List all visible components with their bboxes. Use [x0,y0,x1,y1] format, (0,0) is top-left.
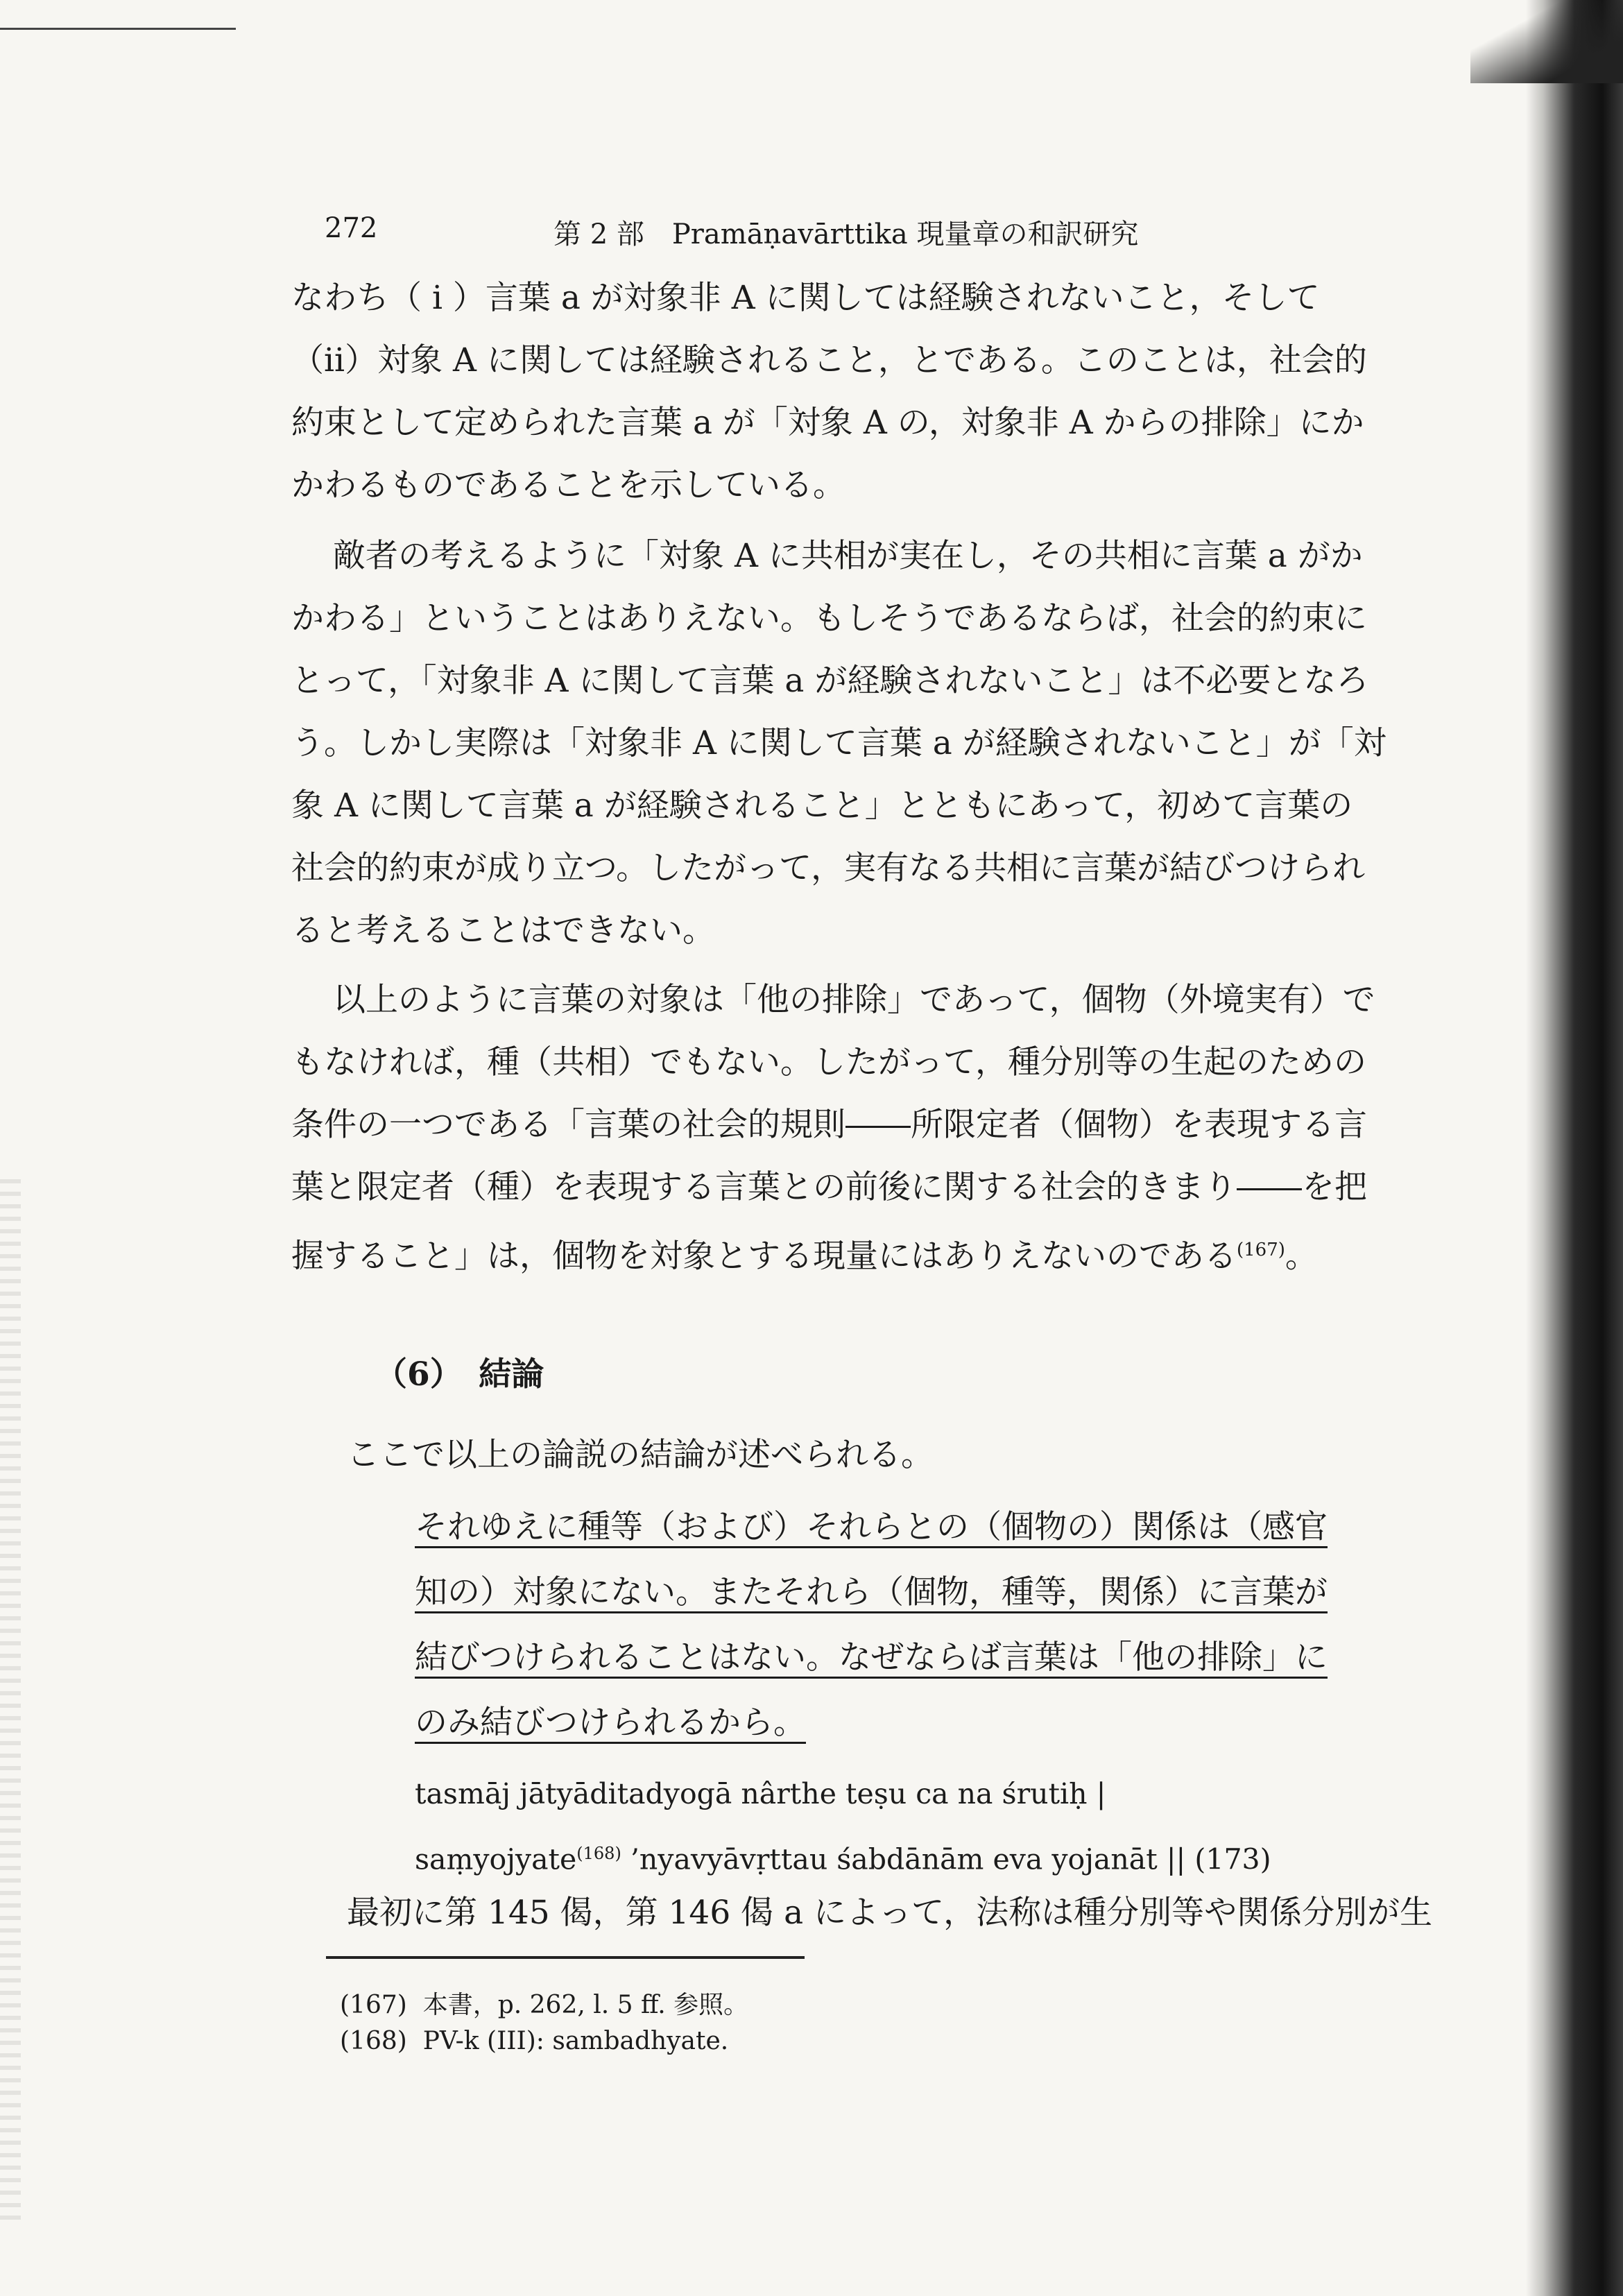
running-head: 第 2 部 Pramāṇavārttika 現量章の和訳研究 [553,219,1139,250]
text-line-content: 握すること」は，個物を対象とする現量にはありえないのである [291,1237,1237,1276]
section-heading: （6） 結論 [375,1355,544,1394]
footnote-text: 本書，p. 262, l. 5 ff. 参照。 [422,1991,749,2019]
footnote-167 [340,1985,748,2021]
footnote-text: PV-k (III): sambadhyate. [422,2027,729,2055]
text-line: （ii）対象 A に関しては経験されること，とである。このことは，社会的 [291,341,1367,379]
sanskrit-word: saṃyojyate [415,1842,577,1876]
verse-line: 知の）対象にない。またそれら（個物，種等，関係）に言葉が [415,1573,1328,1611]
intro-line: ここで以上の論説の結論が述べられる。 [347,1436,934,1474]
footnote-number: (167) [340,1991,407,2019]
text-line: う。しかし実際は「対象非 A に関して言葉 a が経験されないこと」が「対 [291,724,1386,762]
text-line: とって，「対象非 A に関して言葉 a が経験されないこと」は不必要となろ [291,662,1369,700]
text-line: ると考えることはできない。 [291,911,715,950]
verse-line: それゆえに種等（および）それらとの（個物の）関係は（感官 [415,1508,1328,1546]
sanskrit-line [415,1833,1271,1881]
page-number: 272 [325,212,378,244]
footnote-168 [340,2027,728,2055]
text-line [291,1229,1318,1278]
text-line: 以上のように言葉の対象は「他の排除」であって，個物（外境実有）で [333,981,1375,1019]
text-line: かわるものであることを示している。 [291,466,845,504]
scan-artifact-line [0,28,236,30]
sanskrit-line: tasmāj jātyāditadyogā nârthe teṣu ca na śrutiḥ | [415,1777,1106,1810]
text-line: 象 A に関して言葉 a が経験されること」とともにあって，初めて言葉の [291,787,1353,825]
text-line: 約束として定められた言葉 a が「対象 A の，対象非 A からの排除」にか [291,404,1364,442]
scan-shadow-edge [1526,0,1623,2296]
text-line-end: 。 [1285,1237,1318,1276]
text-line: 葉と限定者（種）を表現する言葉との前後に関する社会的きまり――を把 [291,1168,1367,1206]
footnote-rule [326,1956,805,1959]
text-line: なわち（ i ）言葉 a が対象非 A に関しては経験されないこと，そして [291,279,1320,317]
footnote-number: (168) [340,2027,407,2055]
scan-noise [0,1179,21,2220]
scan-shadow-corner [1470,0,1623,83]
verse-line: のみ結びつけられるから。 [415,1704,806,1742]
text-line: もなければ，種（共相）でもない。したがって，種分別等の生起のための [291,1043,1367,1081]
text-line: 社会的約束が成り立つ。したがって，実有なる共相に言葉が結びつけられ [291,849,1366,887]
verse-line: 結びつけられることはない。なぜならば言葉は「他の排除」に [415,1638,1328,1677]
text-line: かわる」ということはありえない。もしそうであるならば，社会的約束に [291,599,1367,637]
text-line: 条件の一つである「言葉の社会的規則――所限定者（個物）を表現する言 [291,1106,1367,1144]
footnote-ref-168: (168) [576,1844,621,1863]
footnote-ref-167: (167) [1237,1240,1285,1260]
sanskrit-rest: ’nyavyāvṛttau śabdānām eva yojanāt || (173) [621,1842,1271,1876]
text-line: 最初に第 145 偈，第 146 偈 a によって，法称は種分別等や関係分別が生 [347,1894,1433,1932]
text-line: 敵者の考えるように「対象 A に共相が実在し，その共相に言葉 a がか [333,537,1363,575]
